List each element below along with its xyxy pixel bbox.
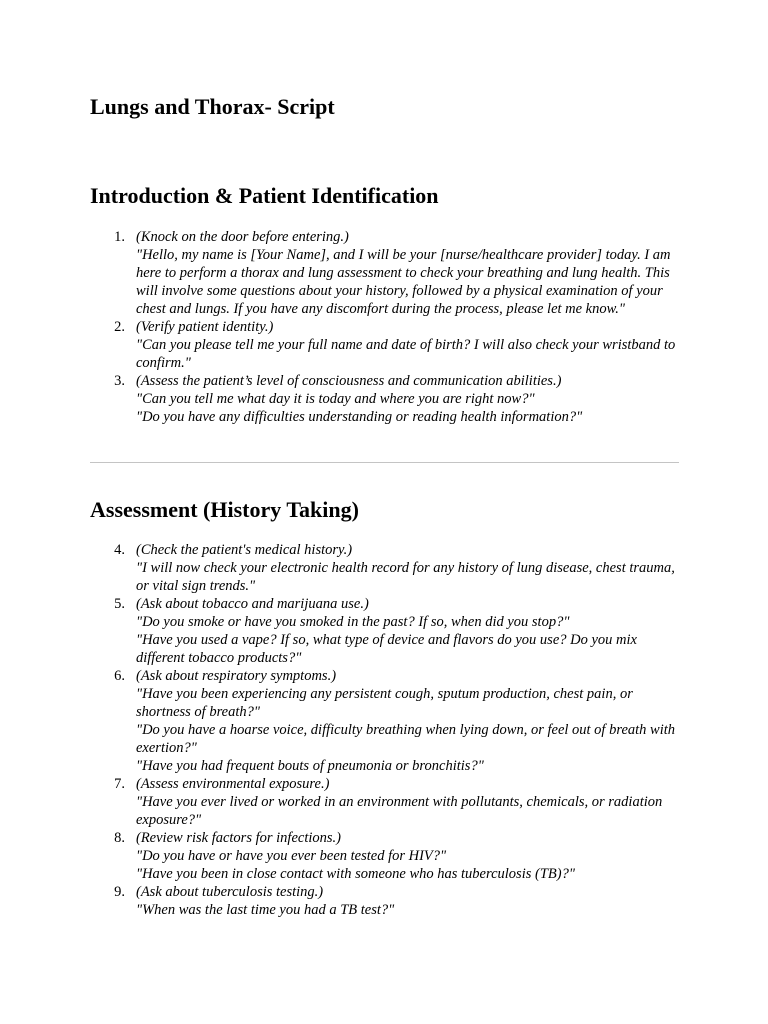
step-number: 4. [114, 542, 125, 558]
step-number: 6. [114, 668, 125, 684]
step-script-line: "Have you ever lived or worked in an environment with pollutants, chemicals, or radiation exposure?" [136, 794, 663, 828]
list-item [90, 667, 680, 775]
step-script-line: "Do you have a hoarse voice, difficulty breathing when lying down, or feel out of breath with exertion?" [136, 722, 676, 756]
step-action: (Ask about respiratory symptoms.) [136, 668, 337, 684]
step-script-line: "Do you smoke or have you smoked in the past? If so, when did you stop?" [136, 614, 570, 630]
step-script-line: "Have you been in close contact with someone who has tuberculosis (TB)?" [136, 866, 575, 882]
list-item [90, 372, 680, 426]
step-action: (Check the patient's medical history.) [136, 542, 353, 558]
section-divider [90, 462, 679, 463]
list-item [90, 775, 680, 829]
step-script-line: "Have you used a vape? If so, what type of device and flavors do you use? Do you mix different tobacco products?" [136, 632, 637, 666]
step-number: 1. [114, 229, 125, 245]
step-script-line: "Can you please tell me your full name and date of birth? I will also check your wristband to confirm." [136, 337, 676, 371]
step-script-line: "Hello, my name is [Your Name], and I will be your [nurse/healthcare provider] today. I am here to perform a thorax and lung assessment to check your breathing and lung health. This will involve some questions about your history, followed by a physical examination of your chest and lungs. If you have any discomfort during the process, please let me know." [136, 247, 671, 317]
step-script-line: "When was the last time you had a TB test?" [136, 902, 395, 918]
list-item [90, 318, 680, 372]
section-heading-assessment: Assessment (History Taking) [90, 497, 359, 522]
list-item [90, 829, 680, 883]
step-number: 3. [114, 373, 125, 389]
step-action: (Ask about tuberculosis testing.) [136, 884, 324, 900]
document-title: Lungs and Thorax- Script [90, 94, 335, 119]
step-script-line: "Have you had frequent bouts of pneumonia or bronchitis?" [136, 758, 484, 774]
step-action: (Review risk factors for infections.) [136, 830, 341, 846]
section-heading-introduction: Introduction & Patient Identification [90, 183, 439, 208]
step-script-line: "Can you tell me what day it is today and where you are right now?" [136, 391, 535, 407]
step-number: 9. [114, 884, 125, 900]
list-item [90, 883, 680, 919]
step-action: (Ask about tobacco and marijuana use.) [136, 596, 369, 612]
step-action: (Verify patient identity.) [136, 319, 274, 335]
step-action: (Assess the patient’s level of consciousness and communication abilities.) [136, 373, 562, 389]
step-script-line: "Have you been experiencing any persistent cough, sputum production, chest pain, or shortness of breath?" [136, 686, 633, 720]
step-script-line: "Do you have any difficulties understanding or reading health information?" [136, 409, 583, 425]
step-action: (Assess environmental exposure.) [136, 776, 330, 792]
list-item [90, 228, 680, 318]
step-action: (Knock on the door before entering.) [136, 229, 349, 245]
step-number: 5. [114, 596, 125, 612]
list-item [90, 595, 680, 667]
step-script-line: "I will now check your electronic health record for any history of lung disease, chest trauma, or vital sign trends." [136, 560, 675, 594]
step-script-line: "Do you have or have you ever been tested for HIV?" [136, 848, 447, 864]
step-number: 7. [114, 776, 125, 792]
assessment-step-list [90, 541, 680, 919]
step-number: 8. [114, 830, 125, 846]
step-number: 2. [114, 319, 125, 335]
list-item [90, 541, 680, 595]
introduction-step-list [90, 228, 680, 426]
